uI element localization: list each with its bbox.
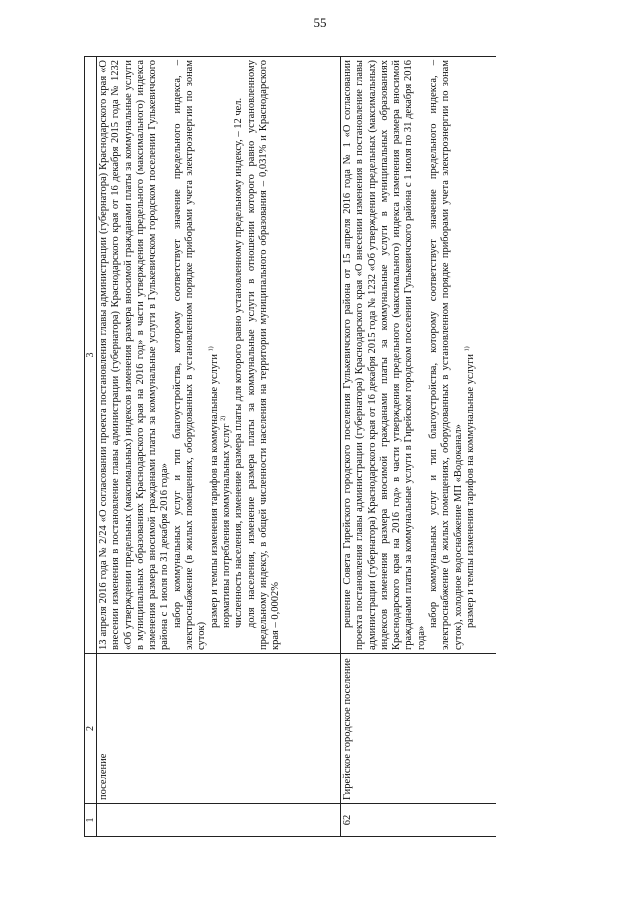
tariff-change-text: размер и темпы изменения тарифов на коммунальные услуги $^{1)}$: [464, 346, 476, 628]
page-number: 55: [313, 15, 327, 30]
row-number-cell: [97, 804, 341, 837]
tariff-change-text: размер и темпы изменения тарифов на коммунальные услуги $^{1)}$: [208, 346, 220, 628]
details-cell: [97, 57, 341, 654]
data-table: [84, 56, 496, 837]
row-number-cell: 62: [341, 804, 497, 837]
footnote-marker: 1): [208, 346, 215, 352]
header-cell: 3: [85, 57, 97, 654]
details-cell: [341, 57, 497, 654]
table-row-62: [341, 57, 497, 837]
table-header-row: [85, 57, 97, 837]
municipality-name-cell: поселение: [97, 654, 341, 804]
decision-text: 13 апреля 2016 года № 2/24 «О согласовании проекта постановления главы администрации (губернатора) Краснодарского края «О внесении изменения в постановление главы администрации (губернатора) Краснодарского края от 16 декабря 2015 года № 1232 «Об утверждении предельных (максимальных) индексов изменения размера вносимой гражданами платы за коммунальные услуги в муниципальных образованиях Краснодарского края на 2016 год» в части утверждения предельного (максимального) индекса изменения размера вносимой гражданами платы за коммунальные услуги в Гулькевичском городском поселении Гулькевичского района с 1 июля по 31 декабря 2016 года»: [98, 60, 171, 650]
municipality-name-cell: Гирейское городское поселение: [341, 654, 497, 804]
population-share-text: доля населения, изменение размера платы за коммунальные услуги в отношении которого равно установленному предельному индексу, в общей численности населения на территории муниципального образования – 0,031% и Краснодарского края – 0,0002%: [245, 60, 282, 650]
consumption-norms-text: нормативы потребления коммунальных услуг $^{2)}$: [220, 415, 232, 628]
header-cell: 1: [85, 804, 97, 837]
rotated-table-area: [84, 56, 496, 837]
table-row-continuation: [97, 57, 341, 837]
rotated-table-wrapper: [84, 56, 496, 837]
footnote-marker: 1): [464, 346, 471, 352]
decision-text: решение Совета Гирейского городского поселения Гулькевичского района от 15 апреля 2016 года № 1 «О согласовании проекта постановления главы администрации (губернатора) Краснодарского края «О внесении изменения в постановление главы администрации (губернатора) Краснодарского края от 16 декабря 2015 года № 1232 «Об утверждении предельных (максимальных) индексов изменения размера вносимой гражданами платы за коммунальные услуги в муниципальных образованиях Краснодарского края на 2016 год» в части утверждения предельного (максимального) индекса изменения размера вносимой гражданами платы за коммунальные услуги в Гирейском городском поселении Гулькевичского района с 1 июля по 31 декабря 2016 года»: [342, 60, 427, 650]
population-count-text: численность населения, изменение размера платы для которого равно установленному предельному индексу, – 12 чел.: [233, 97, 245, 628]
services-set-text: набор коммунальных услуг и тип благоустройства, которому соответствует значение предельного индекса, – электроснабжение (в жилых помещениях, оборудованных в установленном порядке приборами учета электроэнергии по зонам суток), холодное водоснабжение МП «Водоканал»: [428, 60, 464, 650]
header-cell: 2: [85, 654, 97, 804]
footnote-marker: 2): [220, 415, 227, 421]
services-set-text: набор коммунальных услуг и тип благоустройства, которому соответствует значение предельного индекса, – электроснабжение (в жилых помещениях, оборудованных в установленном порядке приборами учета электроэнергии по зонам суток): [171, 60, 208, 650]
